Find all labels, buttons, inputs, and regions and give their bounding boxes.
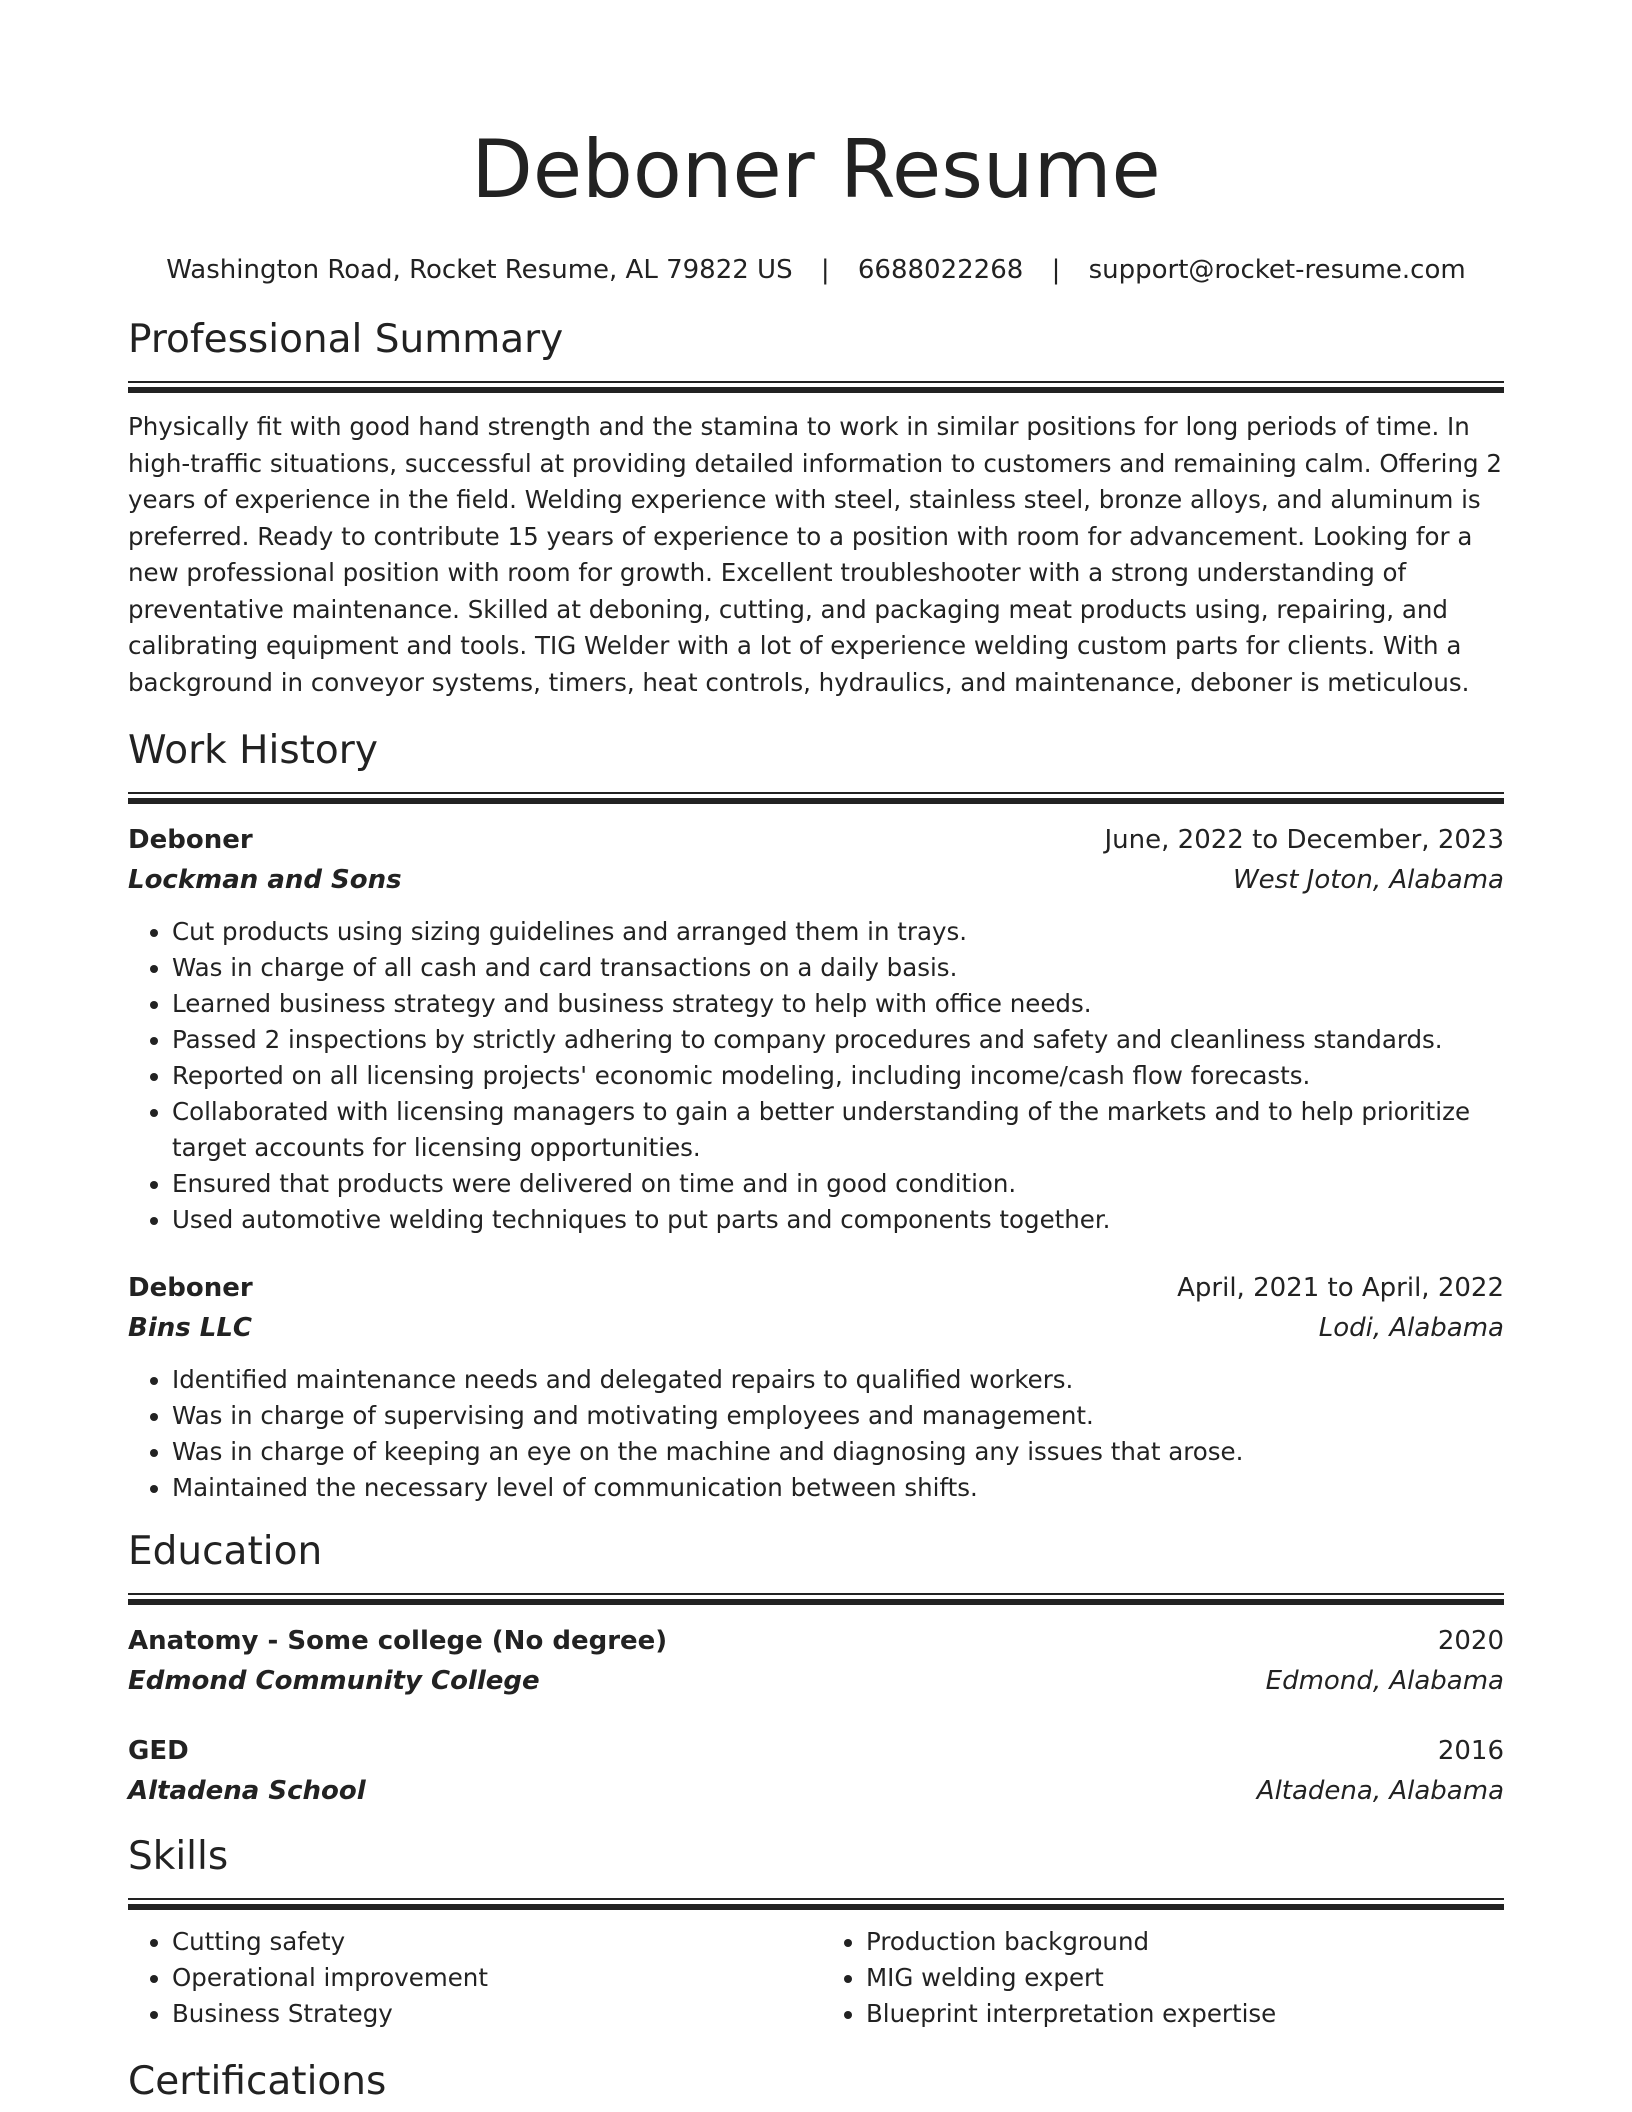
education-year: 2020	[1437, 1626, 1504, 1656]
list-item: • Ensured that products were delivered on time and in good condition.	[172, 1166, 1504, 1202]
section-divider	[128, 792, 1504, 804]
section-divider	[128, 1898, 1504, 1910]
contact-separator: |	[1051, 255, 1061, 285]
contact-line	[128, 254, 1504, 286]
summary-text: Physically fit with good hand strength and the stamina to work in similar positions for long periods of time. In high-traffic situations, successful at providing detailed information to customers and remaining calm. Offering 2 years of experience in the field. Welding experience with steel, stainless steel, bronze alloys, and aluminum is preferred. Ready to contribute 15 years of experience to a position with room for advancement. Looking for a new professional position with room for growth. Excellent troubleshooter with a strong understanding of preventative maintenance. Skilled at deboning, cutting, and packaging meat products using, repairing, and calibrating equipment and tools. TIG Welder with a lot of experience welding custom parts for clients. With a background in conveyor systems, timers, heat controls, hydraulics, and maintenance, deboner is meticulous.	[128, 412, 1502, 697]
job-dates: June, 2022 to December, 2023	[1104, 825, 1504, 855]
job-header-row	[128, 820, 1504, 860]
list-item: • Cut products using sizing guidelines and arranged them in trays.	[172, 914, 1504, 950]
list-item: • Passed 2 inspections by strictly adhering to company procedures and safety and cleanliness standards.	[172, 1022, 1504, 1058]
section-divider	[128, 1593, 1504, 1605]
job-header-row	[128, 1268, 1504, 1308]
education-entry	[128, 1621, 1504, 1701]
job-company: Bins LLC	[128, 1313, 252, 1343]
education-school: Edmond Community College	[128, 1666, 540, 1696]
list-item: • Used automotive welding techniques to put parts and components together.	[172, 1202, 1504, 1238]
skills-heading: Skills	[128, 1834, 229, 1879]
contact-phone: 6688022268	[857, 255, 1024, 285]
skills-list-left	[128, 1924, 816, 2032]
job-location: Lodi, Alabama	[1318, 1313, 1504, 1343]
job-company-row	[128, 860, 1504, 900]
list-item: • Was in charge of keeping an eye on the machine and diagnosing any issues that arose.	[172, 1434, 1504, 1470]
contact-address: Washington Road, Rocket Resume, AL 79822 US	[166, 255, 793, 285]
list-item: • Was in charge of all cash and card transactions on a daily basis.	[172, 950, 1504, 986]
job-duties-list	[128, 914, 1504, 1238]
education-entry	[128, 1731, 1504, 1811]
education-year: 2016	[1437, 1736, 1504, 1766]
contact-separator: |	[820, 255, 830, 285]
education-degree: Anatomy - Some college (No degree)	[128, 1626, 668, 1656]
list-item: • Cutting safety	[172, 1924, 816, 1960]
certifications-heading: Certifications	[128, 2059, 387, 2104]
section-divider	[128, 381, 1504, 393]
skills-columns	[128, 1924, 1504, 2032]
list-item: • Maintained the necessary level of communication between shifts.	[172, 1470, 1504, 1506]
summary-section	[128, 316, 1504, 701]
job-title: Deboner	[128, 1273, 253, 1303]
work-history-heading: Work History	[128, 728, 378, 773]
skills-list-right	[816, 1924, 1504, 2032]
list-item: • Learned business strategy and business strategy to help with office needs.	[172, 986, 1504, 1022]
list-item: • Was in charge of supervising and motivating employees and management.	[172, 1398, 1504, 1434]
job-company: Lockman and Sons	[128, 865, 402, 895]
education-degree: GED	[128, 1736, 189, 1766]
certifications-section	[128, 2058, 1504, 2106]
skills-section	[128, 1833, 1504, 2032]
job-title: Deboner	[128, 825, 253, 855]
list-item: • Blueprint interpretation expertise	[866, 1996, 1504, 2032]
list-item: • Operational improvement	[172, 1960, 816, 1996]
education-school-row	[128, 1771, 1504, 1811]
list-item: • Reported on all licensing projects' economic modeling, including income/cash flow forecasts.	[172, 1058, 1504, 1094]
education-section	[128, 1528, 1504, 1811]
education-header-row	[128, 1621, 1504, 1661]
list-item: • Production background	[866, 1924, 1504, 1960]
job-entry	[128, 1268, 1504, 1506]
job-dates: April, 2021 to April, 2022	[1177, 1273, 1504, 1303]
education-header-row	[128, 1731, 1504, 1771]
work-history-section	[128, 727, 1504, 1506]
education-location: Edmond, Alabama	[1265, 1666, 1504, 1696]
education-heading: Education	[128, 1529, 323, 1574]
list-item: • Collaborated with licensing managers to gain a better understanding of the markets and to help prioritize target accounts for licensing opportunities.	[172, 1094, 1504, 1166]
job-company-row	[128, 1308, 1504, 1348]
contact-email: support@rocket-resume.com	[1088, 255, 1466, 285]
list-item: • Business Strategy	[172, 1996, 816, 2032]
education-location: Altadena, Alabama	[1256, 1776, 1504, 1806]
resume-title: Deboner Resume	[471, 123, 1161, 216]
list-item: • Identified maintenance needs and delegated repairs to qualified workers.	[172, 1362, 1504, 1398]
job-entry	[128, 820, 1504, 1238]
list-item: • MIG welding expert	[866, 1960, 1504, 1996]
education-school: Altadena School	[128, 1776, 366, 1806]
job-duties-list	[128, 1362, 1504, 1506]
job-location: West Joton, Alabama	[1232, 865, 1504, 895]
education-school-row	[128, 1661, 1504, 1701]
summary-heading: Professional Summary	[128, 317, 564, 362]
